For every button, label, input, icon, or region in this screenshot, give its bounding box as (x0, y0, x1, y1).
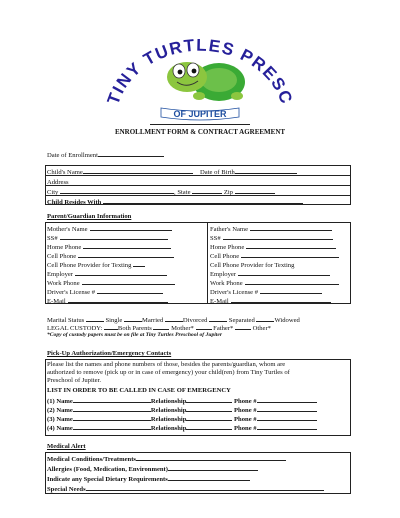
child-resides-field[interactable] (103, 197, 303, 204)
date-of-enrollment-field[interactable] (98, 150, 164, 157)
child-name-row: Child's Name (47, 167, 193, 177)
mother-field-row (47, 242, 205, 251)
date-of-enrollment-label: Date of Enrollment (47, 150, 164, 160)
medical-field-input[interactable] (136, 454, 286, 461)
married-checkbox[interactable] (124, 315, 142, 322)
medical-heading: Medical Alert (47, 443, 86, 450)
custody-note: *Copy of custody papers must be on file at Tiny Turtles Preschool of Jupiter (47, 332, 223, 338)
field-input[interactable] (260, 287, 322, 294)
mother-field-row (47, 224, 205, 233)
field-label: Cell Phone Provider for Texting (210, 262, 295, 269)
field-label: Cell Phone Provider for Texting (47, 262, 132, 269)
medical-field-label: Special Needs (47, 486, 86, 493)
field-label: SS# (47, 235, 58, 242)
logo-arc-text: TINY TURTLES PRESC (103, 35, 297, 108)
field-input[interactable] (241, 251, 339, 258)
field-label: E-Mail (210, 298, 229, 305)
contact-phone-label: Phone # (234, 425, 257, 432)
field-input[interactable] (246, 242, 336, 249)
father-field-row (210, 260, 350, 269)
pickup-instructions-3: Preschool of Jupiter. (47, 377, 102, 384)
field-input[interactable] (245, 278, 339, 285)
field-input[interactable] (133, 260, 145, 267)
contact-name-label: (1) Name (47, 398, 73, 405)
emergency-contacts-list (47, 396, 349, 432)
father-field-row (210, 224, 350, 233)
medical-field-label: Medical Conditions/Treatments (47, 456, 136, 463)
emergency-contact-row (47, 414, 349, 423)
mother-field-row (47, 251, 205, 260)
father-column (210, 224, 350, 305)
medical-fields (47, 454, 349, 494)
father-field-row (210, 242, 350, 251)
pickup-instructions-1: Please list the names and phone numbers of those, besides the parents/guardian, whom are (47, 361, 286, 368)
father-field-row (210, 269, 350, 278)
contact-name-field[interactable] (73, 396, 151, 403)
contact-relationship-field[interactable] (186, 405, 232, 412)
field-label: E-Mail (47, 298, 66, 305)
contact-name-field[interactable] (73, 414, 151, 421)
field-input[interactable] (223, 233, 333, 240)
field-input[interactable] (238, 269, 330, 276)
father-field-row (210, 233, 350, 242)
contact-name-label: (2) Name (47, 407, 73, 414)
mother-field-row (47, 233, 205, 242)
contact-phone-label: Phone # (234, 407, 257, 414)
field-label: Cell Phone (47, 253, 77, 260)
separated-checkbox[interactable] (209, 315, 227, 322)
contact-name-field[interactable] (73, 423, 151, 430)
contact-relationship-label: Relationship (150, 425, 187, 432)
contact-relationship-label: Relationship (150, 407, 187, 414)
contact-relationship-field[interactable] (186, 414, 232, 421)
field-label: Mother's Name (47, 226, 88, 233)
field-input[interactable] (68, 296, 168, 303)
title-rule (150, 124, 250, 125)
contact-name-label: (4) Name (47, 425, 73, 432)
both-parents-checkbox[interactable] (104, 323, 118, 330)
medical-field-input[interactable] (86, 484, 324, 491)
mother-column (47, 224, 205, 305)
field-input[interactable] (60, 233, 168, 240)
pickup-heading: Pick-Up Authorization/Emergency Contacts (47, 350, 172, 357)
mother-custody-checkbox[interactable] (153, 323, 169, 330)
contact-relationship-field[interactable] (186, 423, 232, 430)
field-label: Driver's License # (210, 289, 259, 296)
field-label: Employer (210, 271, 237, 278)
school-logo (95, 14, 305, 126)
field-input[interactable] (250, 224, 332, 231)
contact-name-label: (3) Name (47, 416, 73, 423)
field-label: Home Phone (210, 244, 245, 251)
emergency-list-heading: LIST IN ORDER TO BE CALLED IN CASE OF EMERGENCY (47, 387, 231, 394)
field-label: Driver's License # (47, 289, 96, 296)
contact-name-field[interactable] (73, 405, 151, 412)
turtle-logo-icon (95, 14, 305, 126)
mother-field-row (47, 278, 205, 287)
medical-field-row (47, 484, 349, 494)
emergency-contact-row (47, 423, 349, 432)
parent-heading: Parent/Guardian Information (47, 213, 132, 220)
medical-field-row (47, 464, 349, 474)
logo-banner-text: OF JUPITER (173, 109, 227, 119)
field-input[interactable] (78, 251, 174, 258)
field-label: Home Phone (47, 244, 82, 251)
father-field-row (210, 251, 350, 260)
field-input[interactable] (90, 224, 172, 231)
emergency-contact-row (47, 396, 349, 405)
child-zip-field[interactable] (235, 187, 275, 194)
field-input[interactable] (83, 242, 171, 249)
father-field-row (210, 296, 350, 305)
field-input[interactable] (75, 269, 167, 276)
widowed-checkbox[interactable] (256, 315, 274, 322)
child-name-field[interactable] (83, 167, 193, 174)
contact-phone-label: Phone # (234, 416, 257, 423)
child-city-row: City , State Zip (47, 187, 275, 197)
field-label: Father's Name (210, 226, 248, 233)
child-dob-row: Date of Birth (200, 167, 297, 177)
other-custody-checkbox[interactable] (235, 323, 251, 330)
medical-field-label: Indicate any Special Dietary Requirements (47, 476, 168, 483)
field-label: SS# (210, 235, 221, 242)
father-field-row (210, 287, 350, 296)
mother-field-row (47, 269, 205, 278)
medical-field-row (47, 454, 349, 464)
contact-phone-field[interactable] (257, 405, 317, 412)
medical-field-row (47, 474, 349, 484)
emergency-contact-row (47, 405, 349, 414)
contact-phone-field[interactable] (257, 396, 317, 403)
child-address-row: Address (47, 179, 69, 186)
father-field-row (210, 278, 350, 287)
field-label: Work Phone (47, 280, 80, 287)
divorced-checkbox[interactable] (165, 315, 183, 322)
form-title: ENROLLMENT FORM & CONTRACT AGREEMENT (114, 128, 286, 136)
medical-field-input[interactable] (168, 474, 250, 481)
field-label: Cell Phone (210, 253, 240, 260)
single-checkbox[interactable] (86, 315, 104, 322)
contact-relationship-label: Relationship (150, 398, 187, 405)
mother-field-row (47, 296, 205, 305)
marital-status-row: Marital Status Single Married Divorced Separated Widowed (47, 317, 300, 324)
field-label: Employer (47, 271, 74, 278)
mother-field-row (47, 260, 205, 269)
contact-phone-field[interactable] (257, 414, 317, 421)
field-label: Work Phone (210, 280, 243, 287)
custody-row: LEGAL CUSTODY: Both Parents Mother* Father* Other* (47, 325, 271, 332)
child-state-field[interactable] (192, 187, 222, 194)
contact-phone-field[interactable] (257, 423, 317, 430)
medical-field-label: Allergies (Food, Medication, Environment) (47, 466, 168, 473)
medical-field-input[interactable] (168, 464, 258, 471)
child-dob-field[interactable] (235, 167, 297, 174)
contact-relationship-label: Relationship (150, 416, 187, 423)
field-input[interactable] (82, 278, 175, 285)
mother-field-row (47, 287, 205, 296)
father-custody-checkbox[interactable] (196, 323, 212, 330)
pickup-instructions-2: authorized to remove (pick up or in case of emergency) your child(ren) from Tiny Turtles of (47, 369, 290, 376)
child-resides-row: Child Resides With (47, 197, 303, 207)
field-input[interactable] (97, 287, 163, 294)
field-input[interactable] (231, 296, 331, 303)
contact-relationship-field[interactable] (186, 396, 232, 403)
child-city-field[interactable] (60, 187, 174, 194)
contact-phone-label: Phone # (234, 398, 257, 405)
